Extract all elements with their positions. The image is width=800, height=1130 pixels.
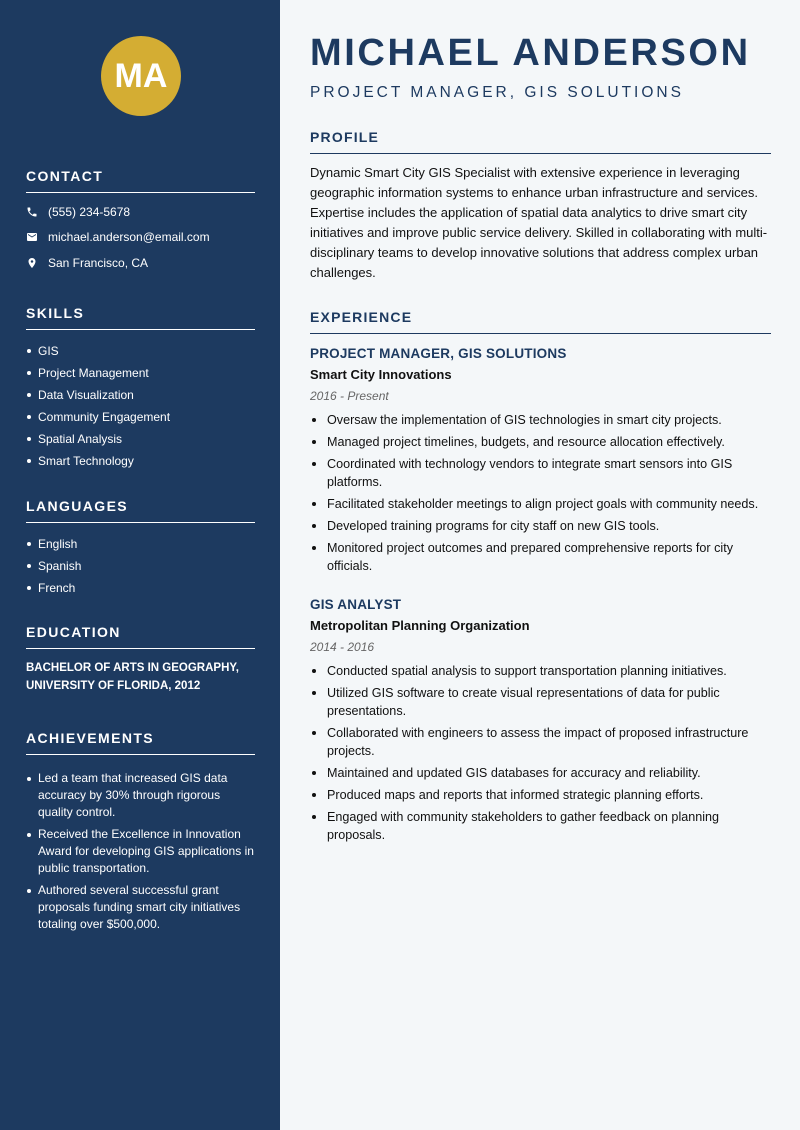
job-bullets: [310, 411, 771, 575]
experience-heading: EXPERIENCE: [310, 309, 771, 334]
job-bullet: Managed project timelines, budgets, and resource allocation effectively.: [310, 433, 771, 451]
contact-location-text: San Francisco, CA: [48, 255, 149, 270]
contact-heading: CONTACT: [26, 168, 255, 193]
skill-item: Data Visualization: [26, 384, 255, 406]
avatar: MA: [101, 36, 181, 116]
education-heading: EDUCATION: [26, 624, 255, 649]
job-bullet: Coordinated with technology vendors to integrate smart sensors into GIS platforms.: [310, 455, 771, 491]
education-degree-line1: BACHELOR OF ARTS IN GEOGRAPHY,: [26, 662, 239, 674]
job-bullet: Monitored project outcomes and prepared comprehensive reports for city officials.: [310, 539, 771, 575]
job-bullet: Collaborated with engineers to assess the impact of proposed infrastructure projects.: [310, 724, 771, 760]
contact-email-text: michael.anderson@email.com: [48, 230, 210, 245]
education-section: [26, 624, 255, 695]
contact-email[interactable]: [26, 225, 255, 251]
job-company: Metropolitan Planning Organization: [310, 618, 530, 633]
job-bullet: Facilitated stakeholder meetings to align project goals with community needs.: [310, 495, 771, 513]
skills-heading: SKILLS: [26, 305, 255, 330]
job-bullet: Produced maps and reports that informed strategic planning efforts.: [310, 786, 771, 804]
language-item: English: [26, 533, 255, 555]
achievement-item: Authored several successful grant proposals funding smart city initiatives totaling over $500,000.: [26, 882, 255, 933]
phone-icon: [26, 206, 38, 218]
job-title: GIS ANALYST: [310, 597, 402, 612]
job-bullet: Oversaw the implementation of GIS technologies in smart city projects.: [310, 411, 771, 429]
education-degree-line2: UNIVERSITY OF FLORIDA, 2012: [26, 680, 201, 692]
contact-phone-text: (555) 234-5678: [48, 204, 131, 219]
job-company: Smart City Innovations: [310, 367, 452, 382]
contact-location: [26, 250, 255, 276]
candidate-role: PROJECT MANAGER, GIS SOLUTIONS: [310, 84, 684, 101]
contact-section: [26, 168, 255, 276]
job-entry: [310, 346, 771, 579]
mail-icon: [26, 231, 38, 243]
achievement-item: Led a team that increased GIS data accuracy by 30% through rigorous quality control.: [26, 770, 255, 821]
sidebar: [0, 0, 280, 1130]
skills-section: [26, 305, 255, 472]
language-item: French: [26, 577, 255, 599]
skills-list: [26, 340, 255, 472]
education-degree: [26, 659, 255, 695]
contact-phone[interactable]: [26, 199, 255, 225]
achievements-section: [26, 730, 255, 938]
job-dates: 2016 - Present: [310, 389, 389, 403]
job-entry: [310, 597, 771, 848]
skill-item: GIS: [26, 340, 255, 362]
profile-heading: PROFILE: [310, 129, 771, 154]
achievements-heading: ACHIEVEMENTS: [26, 730, 255, 755]
job-bullet: Maintained and updated GIS databases for accuracy and reliability.: [310, 764, 771, 782]
job-bullet: Engaged with community stakeholders to gather feedback on planning proposals.: [310, 808, 771, 844]
languages-heading: LANGUAGES: [26, 498, 255, 523]
location-pin-icon: [26, 257, 38, 269]
job-title: PROJECT MANAGER, GIS SOLUTIONS: [310, 346, 567, 361]
skill-item: Project Management: [26, 362, 255, 384]
languages-list: [26, 533, 255, 599]
language-item: Spanish: [26, 555, 255, 577]
candidate-name: MICHAEL ANDERSON: [310, 32, 751, 74]
job-dates: 2014 - 2016: [310, 640, 375, 654]
job-bullet: Utilized GIS software to create visual representations of data for public presentations.: [310, 684, 771, 720]
achievement-item: Received the Excellence in Innovation Award for developing GIS applications in public transportation.: [26, 826, 255, 877]
skill-item: Spatial Analysis: [26, 428, 255, 450]
achievements-list: [26, 770, 255, 933]
job-bullet: Conducted spatial analysis to support transportation planning initiatives.: [310, 662, 771, 680]
skill-item: Smart Technology: [26, 450, 255, 472]
languages-section: [26, 498, 255, 599]
job-bullet: Developed training programs for city staff on new GIS tools.: [310, 517, 771, 535]
profile-text: Dynamic Smart City GIS Specialist with extensive experience in leveraging geographic information systems to enhance urban infrastructure and services. Expertise includes the application of spatial data analytics to drive smart city initiatives and improve public service delivery. Skilled in collaborating with multi-disciplinary teams to develop innovative solutions that address complex urban challenges.: [310, 165, 768, 280]
skill-item: Community Engagement: [26, 406, 255, 428]
job-bullets: [310, 662, 771, 844]
